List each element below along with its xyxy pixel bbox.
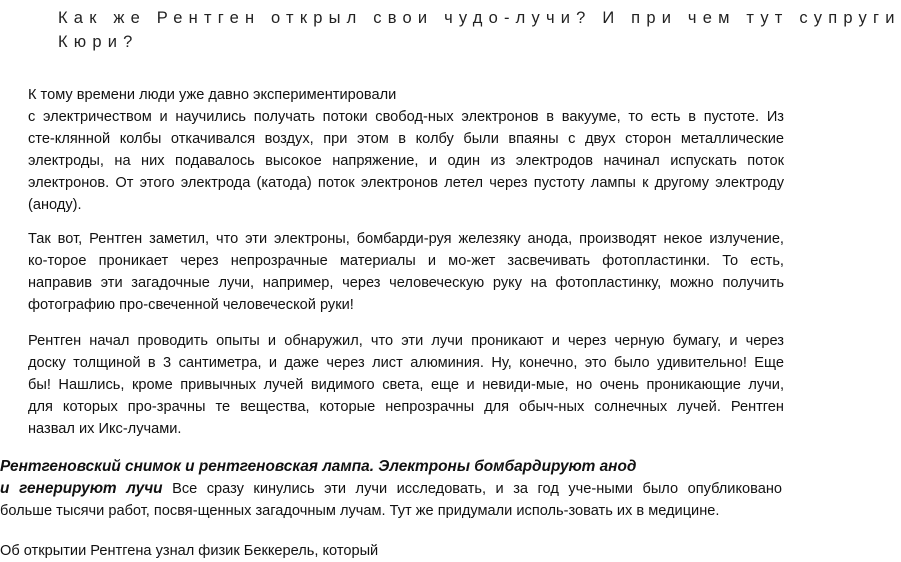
text-line: сте-клянной колбы откачивался воздух, при этом в колбу были впаяны с двух сторон металлические [28,131,784,147]
text-line: К тому времени люди уже давно экспериментировали [28,87,397,103]
paragraph-cathode-tubes [28,84,784,216]
text-fragment: Все сразу кинулись эти лучи исследовать, и за год уче-ными было опубликовано [162,481,783,497]
title-line-1: Как же Рентген открыл свои чудо-лучи? И при чем тут супруги [58,9,901,27]
text-line: электронов. От этого электрода (катода) поток электронов летел через пустоту лампы к другому электроду [28,175,784,191]
paragraph-caption-and-research [0,456,782,522]
image-caption-line: Рентгеновский снимок и рентгеновская лампа. Электроны бомбардируют анод [0,458,637,475]
text-line: с электричеством и научились получать потоки свобод-ных электронов в вакууме, то есть в пустоте. Из [28,109,784,125]
text-line: Рентген начал проводить опыты и обнаружил, что эти лучи проникают и через черную бумагу, и через [28,333,784,349]
text-line: назвал их Икс-лучами. [28,421,182,437]
paragraph-x-rays [28,330,784,440]
text-line: больше тысячи работ, посвя-щенных загадочным лучам. Тут же придумали исполь-зовать их в медицине. [0,503,720,519]
page-title [58,6,901,54]
text-line: электроды, на них подавалось высокое напряжение, и один из электродов начинал испускать поток [28,153,784,169]
paragraph-roentgen-discovery [28,228,784,316]
text-line: для которых про-зрачны те вещества, которые непрозрачны для обыч-ных солнечных лучей. Рентген [28,399,784,415]
text-line: направив эти загадочные лучи, например, через человеческую руку на фотопластинку, можно получить [28,275,784,291]
text-line: бы! Нашлись, кроме привычных лучей видимого света, еще и невиди-мые, но очень проникающие лучи, [28,377,784,393]
text-line: доску толщиной в 3 сантиметра, и даже через лист алюминия. Ну, конечно, это было удивительно! Еще [28,355,784,371]
text-line: ко-торое проникает через непрозрачные материалы и мо-жет засвечивать фотопластинки. То есть, [28,253,784,269]
image-caption-line: и генерируют лучи [0,480,163,497]
text-line: Об открытии Рентгена узнал физик Беккерель, который [0,543,379,559]
text-line: фотографию про-свеченной человеческой руки! [28,297,354,313]
text-line [0,478,782,500]
text-line: (аноду). [28,197,82,213]
text-line: Так вот, Рентген заметил, что эти электроны, бомбарди-руя железяку анода, производят некое излучение, [28,231,784,247]
title-line-2: Кюри? [58,33,139,51]
paragraph-becquerel [0,540,756,562]
